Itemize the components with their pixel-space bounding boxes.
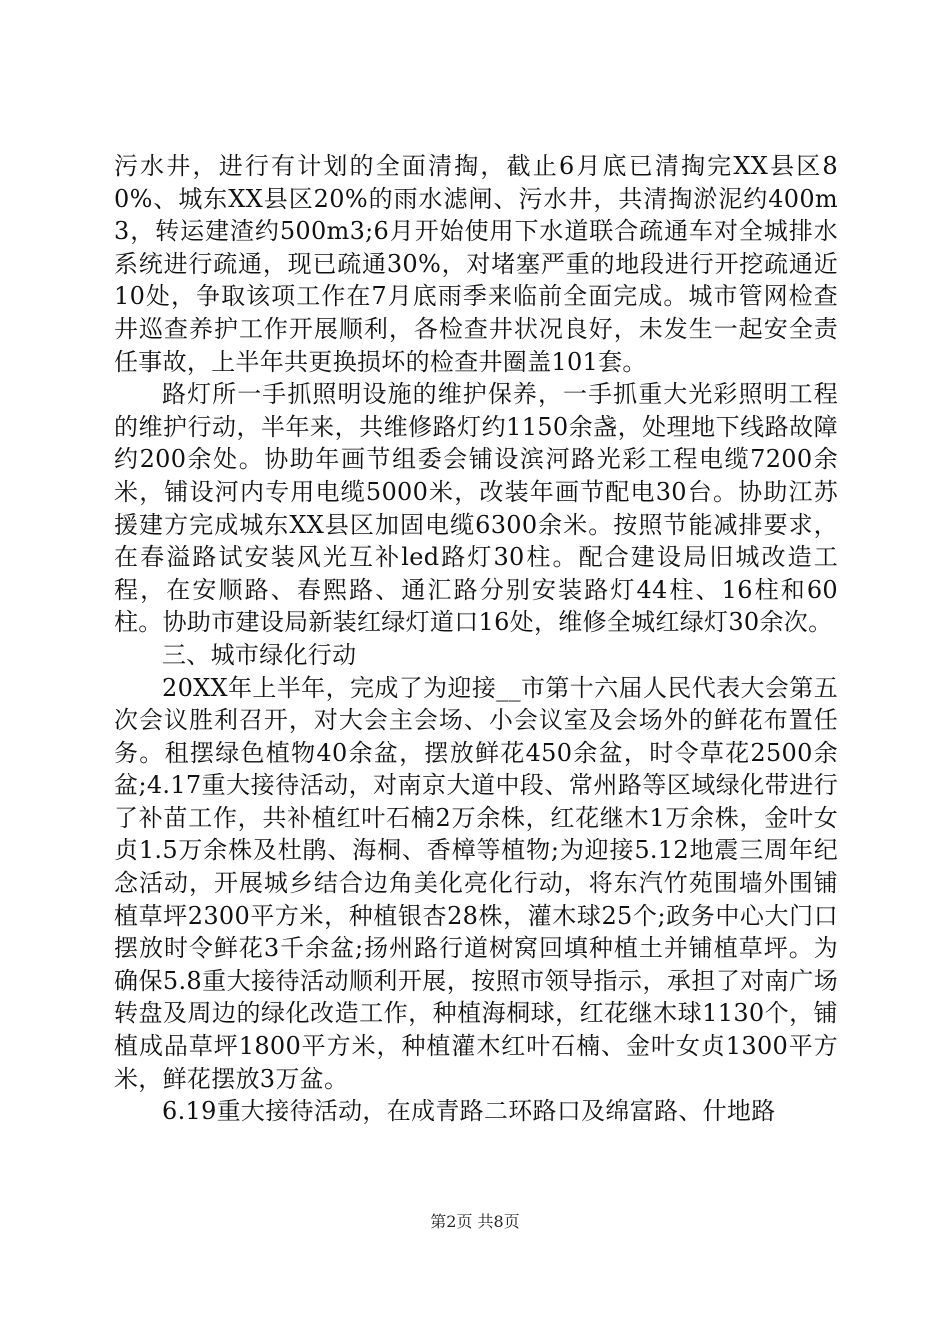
document-body (114, 150, 838, 1128)
page-number-footer: 第2页 共8页 (430, 1212, 520, 1231)
body-paragraph-2: 路灯所一手抓照明设施的维护保养，一手抓重大光彩照明工程的维护行动，半年来，共维修路灯约1150余盏，处理地下线路故障约200余处。协助年画节组委会铺设滨河路光彩工程电缆7200余米，铺设河内专用电缆5000米，改装年画节配电30台。协助江苏援建方完成城东XX县区加固电缆6300余米。按照节能减排要求，在春溢路试安装风光互补led路灯30柱。配合建设局旧城改造工程，在安顺路、春熙路、通汇路分别安装路灯44柱、16柱和60柱。协助市建设局新装红绿灯道口16处，维修全城红绿灯30余次。 (114, 380, 838, 637)
section-heading: 三、城市绿化行动 (162, 640, 357, 669)
body-paragraph-3: 20XX年上半年，完成了为迎接__市第十六届人民代表大会第五次会议胜利召开，对大会主会场、小会议室及会场外的鲜花布置任务。租摆绿色植物40余盆，摆放鲜花450余盆，时令草花2500余盆;4.17重大接待活动，对南京大道中段、常州路等区域绿化带进行了补苗工作，共补植红叶石楠2万余株，红花继木1万余株，金叶女贞1.5万余株及杜鹃、海桐、香樟等植物;为迎接5.12地震三周年纪念活动，开展城乡结合边角美化亮化行动，将东汽竹苑围墙外围铺植草坪2300平方米，种植银杏28株，灌木球25个;政务中心大门口摆放时令鲜花3千余盆;扬州路行道树窝回填种植土并铺植草坪。为确保5.8重大接待活动顺利开展，按照市领导指示，承担了对南广场转盘及周边的绿化改造工作，种植海桐球，红花继木球1130个，铺植成品草坪1800平方米，种植灌木红叶石楠、金叶女贞1300平方米，鲜花摆放3万盆。 (114, 673, 838, 1093)
body-paragraph-1: 污水井，进行有计划的全面清掏，截止6月底已清掏完XX县区80%、城东XX县区20%的雨水滤闸、污水井，共清掏淤泥约400m3，转运建渣约500m3;6月开始使用下水道联合疏通车对全城排水系统进行疏通，现已疏通30%，对堵塞严重的地段进行开挖疏通近10处，争取该项工作在7月底雨季来临前全面完成。城市管网检查井巡查养护工作开展顺利，各检查井状况良好，未发生一起安全责任事故，上半年共更换损坏的检查井圈盖101套。 (114, 152, 838, 376)
body-paragraph-4: 6.19重大接待活动，在成青路二环路口及绵富路、什地路 (162, 1097, 776, 1126)
